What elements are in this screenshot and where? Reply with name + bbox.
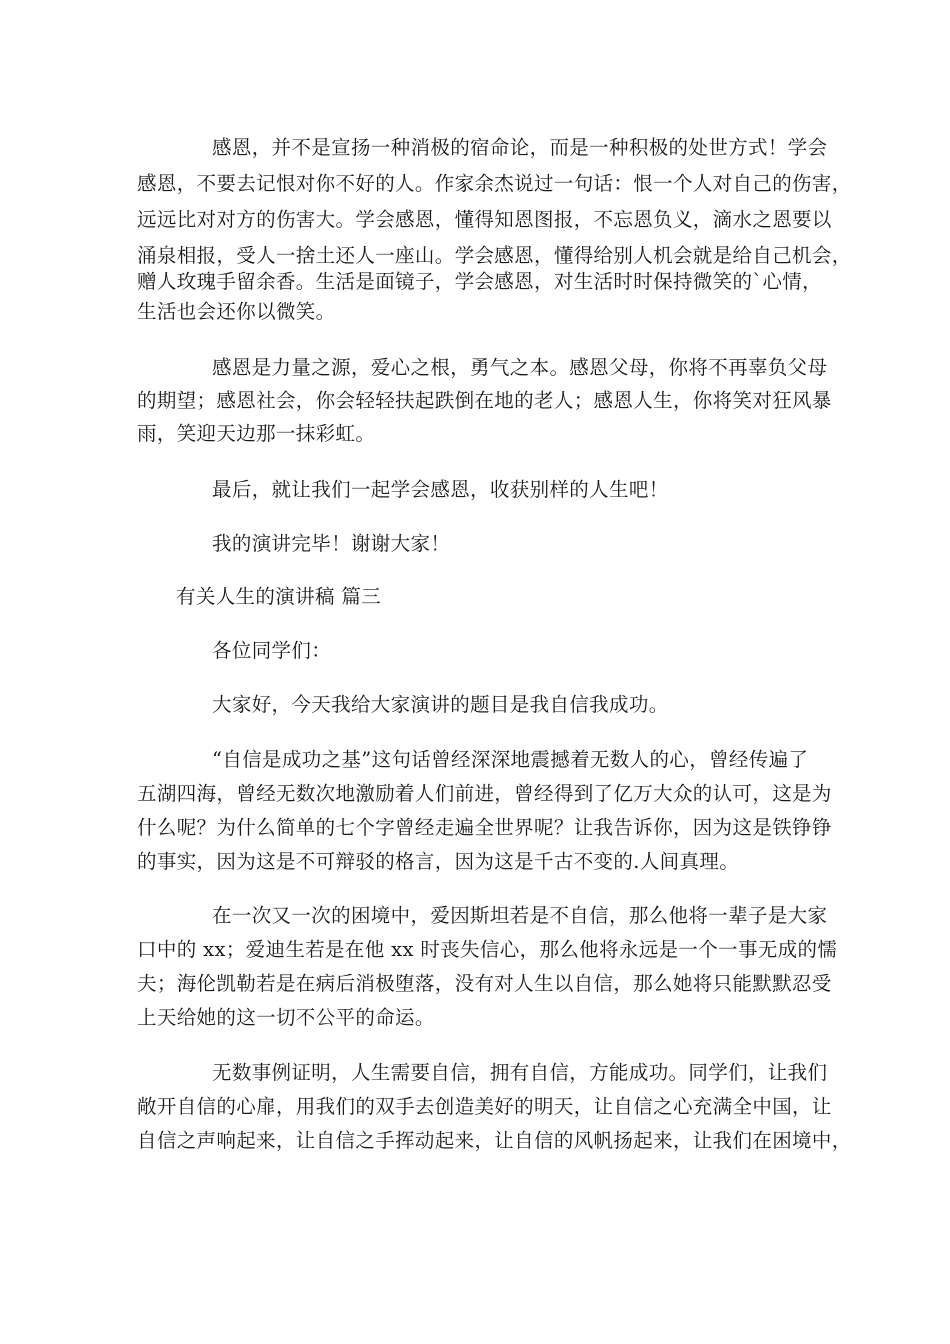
paragraph-line: 感恩，并不是宣扬一种消极的宿命论，而是一种积极的处世方式！学会 xyxy=(212,136,828,159)
paragraph-line: 口中的 xx；爱迪生若是在他 xx 时丧失信心，那么他将永远是一个一事无成的懦 xyxy=(137,938,838,961)
paragraph-line: 涌泉相报，受人一捨土还人一座山。学会感恩，懂得给别人机会就是给自己机会， xyxy=(137,244,852,267)
paragraph-line: 雨，笑迎天边那一抹彩虹。 xyxy=(137,422,376,445)
paragraph-line: 生活也会还你以微笑。 xyxy=(137,300,336,323)
salutation: 各位同学们： xyxy=(212,639,332,662)
paragraph-line: 敞开自信的心扉，用我们的双手去创造美好的明天，让自信之心充满全中国，让 xyxy=(137,1095,832,1118)
paragraph-line: 上天给她的这一切不公平的命运。 xyxy=(137,1006,435,1029)
paragraph-line: 赠人玫瑰手留余香。生活是面镜子，学会感恩，对生活时时保持微笑的`心情， xyxy=(137,270,823,293)
paragraph-line: “自信是成功之基”这句话曾经深深地震撼着无数人的心，曾经传遍了 xyxy=(212,748,809,771)
paragraph-line: 我的演讲完毕！谢谢大家！ xyxy=(212,532,451,555)
paragraph-line: 感恩，不要去记恨对你不好的人。作家余杰说过一句话：恨一个人对自己的伤害， xyxy=(137,172,852,195)
section-heading: 有关人生的演讲稿 篇三 xyxy=(176,585,382,608)
paragraph-line: 无数事例证明，人生需要自信，拥有自信，方能成功。同学们，让我们 xyxy=(212,1061,828,1084)
paragraph-line: 在一次又一次的困境中，爱因斯坦若是不自信，那么他将一辈子是大家 xyxy=(212,904,828,927)
paragraph-line: 感恩是力量之源，爱心之根，勇气之本。感恩父母，你将不再辜负父母 xyxy=(212,356,828,379)
paragraph-line: 远远比对对方的伤害大。学会感恩，懂得知恩图报，不忘恩负义，滴水之恩要以 xyxy=(137,208,832,231)
paragraph-line: 五湖四海，曾经无数次地激励着人们前进，曾经得到了亿万大众的认可，这是为 xyxy=(137,782,832,805)
paragraph-line: 的事实，因为这是不可辩驳的格言，因为这是千古不变的.人间真理。 xyxy=(137,850,740,873)
paragraph-line: 的期望；感恩社会，你会轻轻扶起跌倒在地的老人；感恩人生，你将笑对狂风暴 xyxy=(137,389,832,412)
paragraph-line: 自信之声响起来，让自信之手挥动起来，让自信的风帆扬起来，让我们在困境中， xyxy=(137,1129,852,1152)
paragraph-line: 什么呢？为什么简单的七个字曾经走遍全世界呢？让我告诉你，因为这是铁铮铮 xyxy=(137,816,832,839)
paragraph-line: 最后，就让我们一起学会感恩，收获别样的人生吧！ xyxy=(212,478,669,501)
paragraph-line: 大家好，今天我给大家演讲的题目是我自信我成功。 xyxy=(212,693,669,716)
paragraph-line: 夫；海伦凯勒若是在病后消极堕落，没有对人生以自信，那么她将只能默默忍受 xyxy=(137,972,832,995)
